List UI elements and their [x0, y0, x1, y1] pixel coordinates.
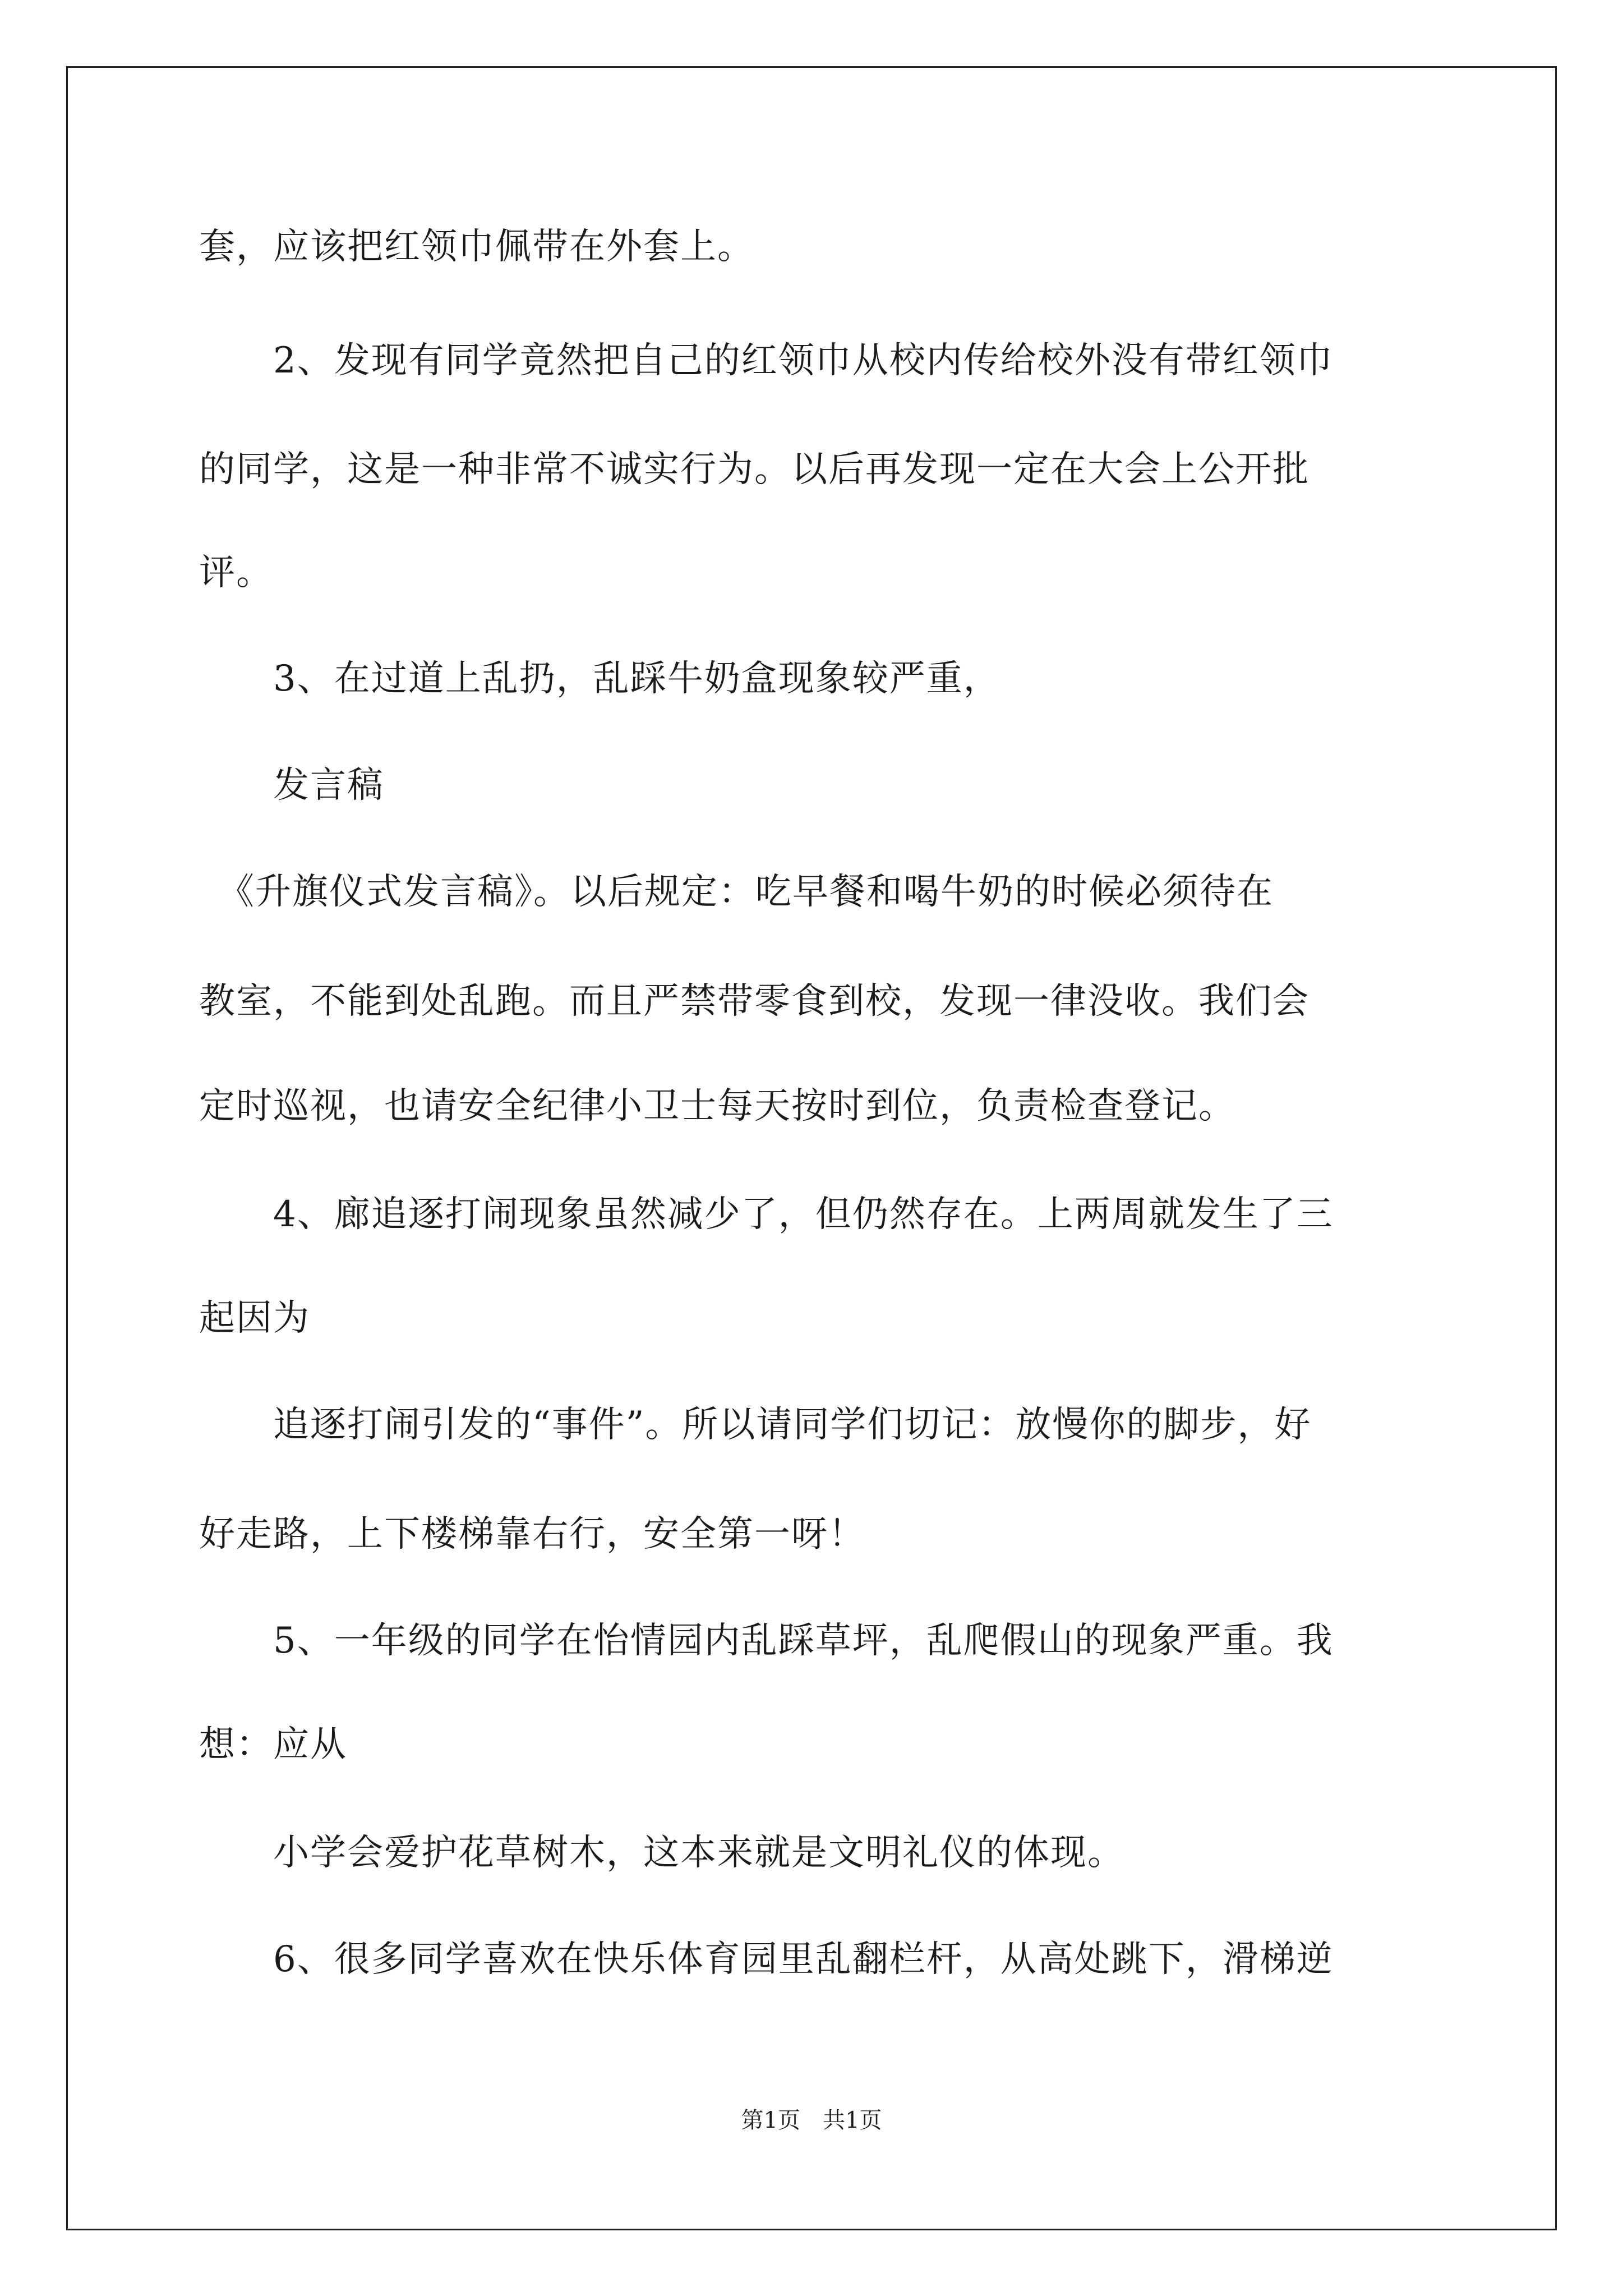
text-line: 5、一年级的同学在怡情园内乱踩草坪，乱爬假山的现象严重。我 — [199, 1620, 1334, 1662]
text-line: 定时巡视，也请安全纪律小卫士每天按时到位，负责检查登记。 — [199, 1085, 1235, 1127]
text-line: 教室，不能到处乱跑。而且严禁带零食到校，发现一律没收。我们会 — [199, 981, 1310, 1022]
text-line: 《升旗仪式发言稿》。以后规定：吃早餐和喝牛奶的时候必须待在 — [199, 871, 1274, 913]
text-line: 3、在过道上乱扔，乱踩牛奶盒现象较严重， — [199, 658, 1000, 700]
text-line: 4、廊追逐打闹现象虽然减少了，但仍然存在。上两周就发生了三 — [199, 1194, 1334, 1235]
text-line: 小学会爱护花草树木，这本来就是文明礼仪的体现。 — [199, 1832, 1124, 1874]
text-line: 6、很多同学喜欢在快乐体育园里乱翻栏杆，从高处跳下，滑梯逆 — [199, 1939, 1334, 1980]
text-line: 好走路，上下楼梯靠右行，安全第一呀！ — [199, 1513, 865, 1555]
text-line: 追逐打闹引发的“事件”。所以请同学们切记：放慢你的脚步，好 — [199, 1404, 1312, 1446]
text-line: 想：应从 — [199, 1724, 347, 1765]
text-line: 套，应该把红领巾佩带在外套上。 — [199, 226, 754, 268]
text-line: 评。 — [199, 552, 273, 593]
page-border — [66, 66, 1557, 2230]
text-line: 的同学，这是一种非常不诚实行为。以后再发现一定在大会上公开批 — [199, 449, 1310, 490]
text-line: 2、发现有同学竟然把自己的红领巾从校内传给校外没有带红领巾 — [199, 340, 1334, 381]
page-number-footer: 第1页 共1页 — [741, 2108, 882, 2133]
text-line: 起因为 — [199, 1297, 310, 1339]
text-line: 发言稿 — [199, 765, 384, 806]
